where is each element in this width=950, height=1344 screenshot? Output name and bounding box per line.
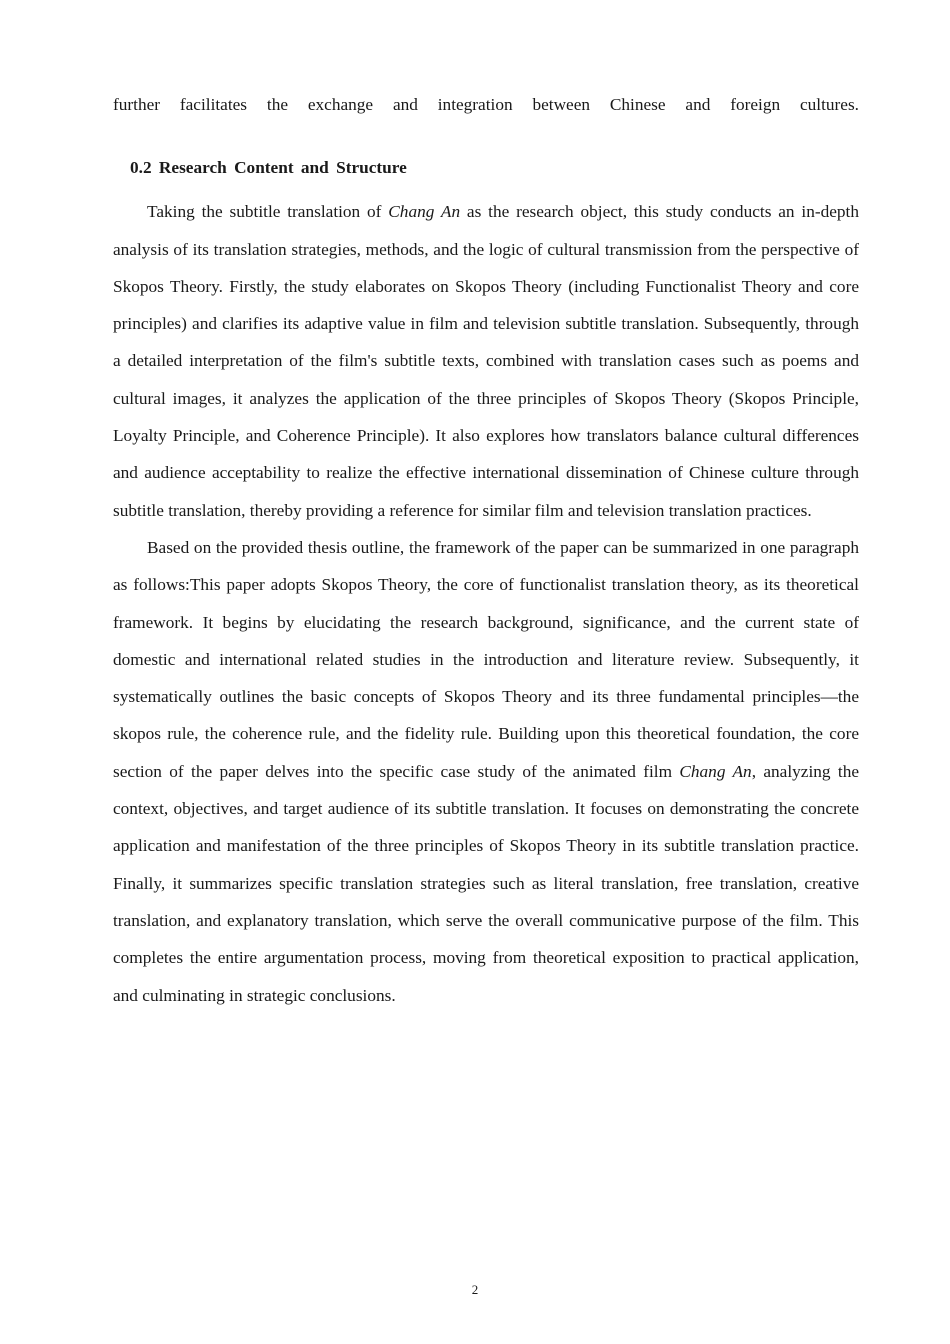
film-title: Chang An [388,202,461,222]
film-title: Chang An [679,761,752,781]
paragraph-2-text-end: , analyzing the context, objectives, and target audience of its subtitle translation. It focuses on demonstrating the concrete application and manifestation of the three principles of Skopos Theory in its subtitle translation practice. Finally, it summarizes specific translation strategies such as literal translation, free translation, creative translation, and explanatory translation, which serve the overall communicative purpose of the film. This completes the entire argumentation process, moving from theoretical exposition to practical application, and culminating in strategic conclusions. [113,761,860,1005]
paragraph-1-text-start: Taking the subtitle translation of [147,202,389,222]
continuation-paragraph: further facilitates the exchange and integration between Chinese and foreign cultures. [113,95,859,114]
body-paragraph-1 [113,193,859,529]
paragraph-2-text-start: Based on the provided thesis outline, the framework of the paper can be summarized in one paragraph as follows:This paper adopts Skopos Theory, the core of functionalist translation theory, as its theoretical framework. It begins by elucidating the research background, significance, and the current state of domestic and international related studies in the introduction and literature review. Subsequently, it systematically outlines the basic concepts of Skopos Theory and its three fundamental principles—the skopos rule, the coherence rule, and the fidelity rule. Building upon this theoretical foundation, the core section of the paper delves into the specific case study of the animated film [113,537,859,781]
section-heading: 0.2 Research Content and Structure [130,158,407,178]
body-paragraph-2 [113,529,859,1014]
document-page [113,86,859,1014]
page-number: 2 [471,1282,479,1297]
paragraph-1-text-end: as the research object, this study conducts an in-depth analysis of its translation strategies, methods, and the logic of cultural transmission from the perspective of Skopos Theory. Firstly, the study elaborates on Skopos Theory (including Functionalist Theory and core principles) and clarifies its adaptive value in film and television subtitle translation. Subsequently, through a detailed interpretation of the film's subtitle texts, combined with translation cases such as poems and cultural images, it analyzes the application of the three principles of Skopos Theory (Skopos Principle, Loyalty Principle, and Coherence Principle). It also explores how translators balance cultural differences and audience acceptability to realize the effective international dissemination of Chinese culture through subtitle translation, thereby providing a reference for similar film and television translation practices. [113,202,859,520]
